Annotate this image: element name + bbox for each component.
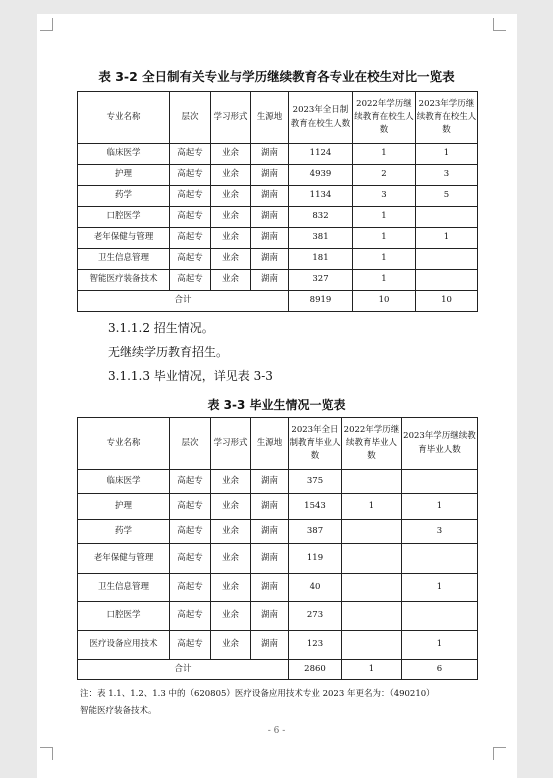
cell: 1 <box>402 574 478 602</box>
cell <box>342 470 402 494</box>
cell: 273 <box>289 602 342 631</box>
cell: 业余 <box>211 228 251 249</box>
cell: 湖南 <box>251 165 289 186</box>
table-row <box>78 574 478 602</box>
cell: 高起专 <box>170 228 211 249</box>
crop-mark-top-left <box>40 18 53 31</box>
cell: 药学 <box>78 186 170 207</box>
cell: 381 <box>289 228 353 249</box>
cell: 高起专 <box>170 470 211 494</box>
cell: 8919 <box>289 291 353 312</box>
cell <box>342 602 402 631</box>
table-row <box>78 165 478 186</box>
table-3-3 <box>77 417 478 680</box>
cell: 1 <box>353 144 416 165</box>
header-cell: 2023年全日制教育毕业人数 <box>289 418 342 470</box>
cell: 1543 <box>289 494 342 520</box>
header-cell: 2022年学历继续教育毕业人数 <box>342 418 402 470</box>
section-heading-enrollment: 3.1.1.2 招生情况。 <box>108 321 214 335</box>
total-label: 合计 <box>78 660 289 680</box>
cell: 高起专 <box>170 270 211 291</box>
table-row <box>78 470 478 494</box>
cell: 1124 <box>289 144 353 165</box>
cell: 3 <box>402 520 478 544</box>
cell: 湖南 <box>251 470 289 494</box>
cell: 高起专 <box>170 574 211 602</box>
cell <box>402 470 478 494</box>
table-row <box>78 631 478 660</box>
cell: 业余 <box>211 470 251 494</box>
cell <box>416 249 478 270</box>
table-3-3-title: 表 3-3 毕业生情况一览表 <box>207 398 346 412</box>
cell <box>416 270 478 291</box>
footnote-line-1: 注：表 1.1、1.2、1.3 中的（620805）医疗设备应用技术专业 2023 年更名为：（490210） <box>80 689 435 699</box>
cell: 护理 <box>78 165 170 186</box>
cell: 1 <box>416 144 478 165</box>
cell: 口腔医学 <box>78 602 170 631</box>
crop-mark-bottom-right <box>493 747 506 760</box>
cell: 湖南 <box>251 544 289 574</box>
cell: 卫生信息管理 <box>78 574 170 602</box>
cell: 2860 <box>289 660 342 680</box>
cell: 高起专 <box>170 631 211 660</box>
cell: 湖南 <box>251 144 289 165</box>
cell <box>342 574 402 602</box>
cell: 1 <box>402 494 478 520</box>
crop-mark-bottom-left <box>40 747 53 760</box>
section-heading-graduation: 3.1.1.3 毕业情况，详见表 3-3 <box>108 369 273 383</box>
cell: 高起专 <box>170 165 211 186</box>
cell: 湖南 <box>251 574 289 602</box>
cell <box>342 631 402 660</box>
cell: 1 <box>342 660 402 680</box>
body-text: 无继续学历教育招生。 <box>108 345 229 359</box>
cell: 高起专 <box>170 602 211 631</box>
cell: 护理 <box>78 494 170 520</box>
cell: 387 <box>289 520 342 544</box>
header-cell: 2023年全日制教育在校生人数 <box>289 92 353 144</box>
cell: 1 <box>402 631 478 660</box>
cell: 湖南 <box>251 270 289 291</box>
header-cell: 专业名称 <box>78 418 170 470</box>
table-row <box>78 494 478 520</box>
cell: 5 <box>416 186 478 207</box>
table-header-row <box>78 418 478 470</box>
cell: 湖南 <box>251 631 289 660</box>
cell: 832 <box>289 207 353 228</box>
cell: 智能医疗装备技术 <box>78 270 170 291</box>
cell: 123 <box>289 631 342 660</box>
header-cell: 生源地 <box>251 418 289 470</box>
cell: 高起专 <box>170 544 211 574</box>
cell: 业余 <box>211 144 251 165</box>
header-cell: 专业名称 <box>78 92 170 144</box>
crop-mark-top-right <box>493 18 506 31</box>
table-3-2-title: 表 3-2 全日制有关专业与学历继续教育各专业在校生对比一览表 <box>98 69 455 84</box>
cell: 口腔医学 <box>78 207 170 228</box>
cell <box>416 207 478 228</box>
table-row <box>78 602 478 631</box>
cell: 3 <box>353 186 416 207</box>
header-cell: 学习形式 <box>211 418 251 470</box>
cell: 老年保健与管理 <box>78 544 170 574</box>
table-total-row <box>78 660 478 680</box>
table-total-row <box>78 291 478 312</box>
cell: 业余 <box>211 207 251 228</box>
cell: 卫生信息管理 <box>78 249 170 270</box>
cell: 业余 <box>211 574 251 602</box>
page-number: - 6 - <box>267 726 286 736</box>
table-row <box>78 249 478 270</box>
cell: 业余 <box>211 165 251 186</box>
cell: 1 <box>342 494 402 520</box>
cell: 181 <box>289 249 353 270</box>
cell: 临床医学 <box>78 470 170 494</box>
table-row <box>78 207 478 228</box>
header-cell: 层次 <box>170 418 211 470</box>
cell: 高起专 <box>170 144 211 165</box>
table-row <box>78 144 478 165</box>
cell: 湖南 <box>251 602 289 631</box>
cell: 3 <box>416 165 478 186</box>
header-cell: 2023年学历继续教育毕业人数 <box>402 418 478 470</box>
cell: 高起专 <box>170 520 211 544</box>
cell: 40 <box>289 574 342 602</box>
cell: 高起专 <box>170 186 211 207</box>
cell: 10 <box>353 291 416 312</box>
cell <box>402 602 478 631</box>
cell <box>342 520 402 544</box>
cell: 高起专 <box>170 249 211 270</box>
cell: 业余 <box>211 544 251 574</box>
cell: 业余 <box>211 494 251 520</box>
cell: 临床医学 <box>78 144 170 165</box>
cell: 业余 <box>211 602 251 631</box>
cell: 业余 <box>211 249 251 270</box>
cell: 药学 <box>78 520 170 544</box>
cell: 医疗设备应用技术 <box>78 631 170 660</box>
cell: 119 <box>289 544 342 574</box>
cell: 业余 <box>211 631 251 660</box>
cell <box>402 544 478 574</box>
table-row <box>78 228 478 249</box>
cell: 业余 <box>211 270 251 291</box>
cell: 业余 <box>211 186 251 207</box>
cell: 1 <box>416 228 478 249</box>
cell: 327 <box>289 270 353 291</box>
cell: 业余 <box>211 520 251 544</box>
footnote-line-2: 智能医疗装备技术。 <box>80 706 157 716</box>
table-row <box>78 544 478 574</box>
table-row <box>78 270 478 291</box>
cell: 湖南 <box>251 494 289 520</box>
cell: 湖南 <box>251 228 289 249</box>
table-row <box>78 186 478 207</box>
cell: 1 <box>353 228 416 249</box>
header-cell: 生源地 <box>251 92 289 144</box>
cell: 1 <box>353 249 416 270</box>
cell: 375 <box>289 470 342 494</box>
cell <box>342 544 402 574</box>
cell: 老年保健与管理 <box>78 228 170 249</box>
cell: 高起专 <box>170 207 211 228</box>
header-cell: 层次 <box>170 92 211 144</box>
table-row <box>78 520 478 544</box>
cell: 湖南 <box>251 249 289 270</box>
total-label: 合计 <box>78 291 289 312</box>
header-cell: 2022年学历继续教育在校生人数 <box>353 92 416 144</box>
cell: 10 <box>416 291 478 312</box>
cell: 2 <box>353 165 416 186</box>
cell: 高起专 <box>170 494 211 520</box>
cell: 湖南 <box>251 520 289 544</box>
cell: 湖南 <box>251 186 289 207</box>
table-3-2 <box>77 91 478 312</box>
cell: 湖南 <box>251 207 289 228</box>
table-header-row <box>78 92 478 144</box>
header-cell: 2023年学历继续教育在校生人数 <box>416 92 478 144</box>
cell: 1 <box>353 207 416 228</box>
cell: 1 <box>353 270 416 291</box>
header-cell: 学习形式 <box>211 92 251 144</box>
cell: 4939 <box>289 165 353 186</box>
cell: 1134 <box>289 186 353 207</box>
cell: 6 <box>402 660 478 680</box>
